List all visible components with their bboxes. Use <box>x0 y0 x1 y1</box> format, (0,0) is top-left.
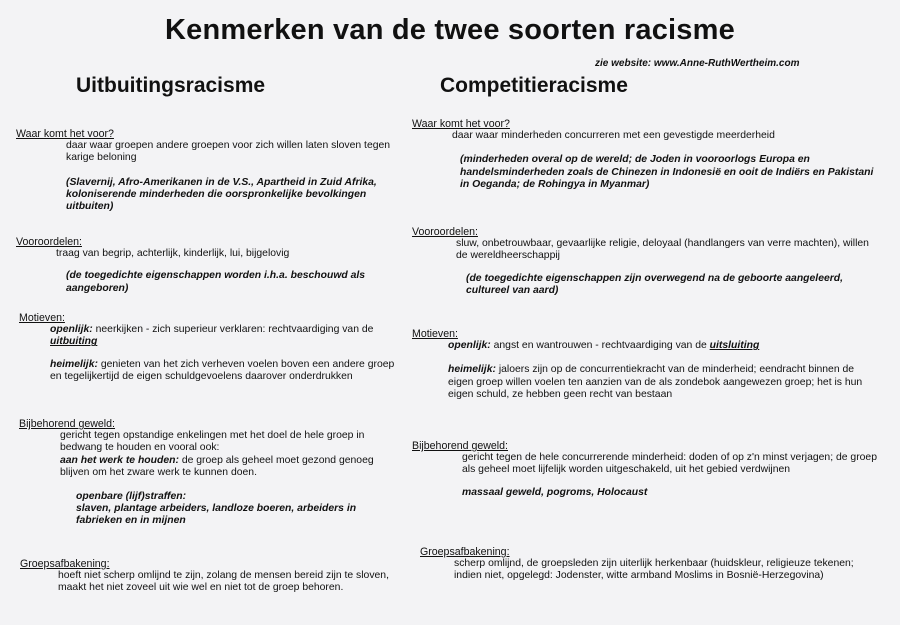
section-label: Bijbehorend geweld: <box>19 418 116 430</box>
motive-open-label: openlijk: <box>448 340 491 352</box>
section-example: (Slavernij, Afro-Amerikanen in de V.S., Apartheid in Zuid Afrika, koloniserende minderheden die oorspronkelijke bevolkingen uitbuiten) <box>66 176 377 213</box>
geweld-punish-text: slaven, plantage arbeiders, landloze boeren, arbeiders in fabrieken en in mijnen <box>76 503 357 527</box>
section-text: sluw, onbetrouwbaar, gevaarlijke religie, deloyaal (handlangers van verre machten), willen de wereldheerschappij <box>456 238 869 262</box>
left-motieven-section <box>16 312 396 383</box>
section-label: Waar komt het voor? <box>412 118 510 130</box>
section-label: Groepsafbakening: <box>420 546 510 558</box>
left-waar-section <box>16 128 396 213</box>
right-geweld-section <box>412 440 882 499</box>
section-text: gericht tegen opstandige enkelingen met het doel de hele groep in bedwang te houden en vooral ook: <box>60 430 365 454</box>
section-label: Vooroordelen: <box>412 226 478 238</box>
section-text: scherp omlijnd, de groepsleden zijn uiterlijk herkenbaar (huidskleur, religieuze tekenen; indien niet, opgelegd: Jodenster, witte armband Moslims in Bosnië-Herzegovina) <box>454 558 854 582</box>
motive-secret-text: genieten van het zich verheven voelen boven een andere groep en tegelijkertijd de eigen schuldgevoelens daarover onderdrukken <box>50 358 395 382</box>
geweld-punish-label: openbare (lijf)straffen: <box>76 491 187 503</box>
motive-open-text: neerkijken - zich superieur verklaren: rechtvaardiging van de <box>95 324 374 336</box>
motive-secret-label: heimelijk: <box>448 364 496 376</box>
motive-secret-label: heimelijk: <box>50 358 98 370</box>
section-example: (minderheden overal op de wereld; de Joden in vooroorlogs Europa en handelsminderheden zoals de Chinezen in Indonesië en ooit de Indiërs en Pakistani in Oeganda; de Rohingya in Myanmar) <box>460 154 874 190</box>
section-note: (de toegedichte eigenschappen worden i.h.a. beschouwd als aangeboren) <box>66 270 366 294</box>
section-label: Waar komt het voor? <box>16 128 114 140</box>
left-groep-section <box>16 558 396 595</box>
motive-secret <box>412 364 882 401</box>
section-label: Groepsafbakening: <box>20 558 110 570</box>
motive-open-emph: uitsluiting <box>709 340 760 352</box>
section-text: hoeft niet scherp omlijnd te zijn, zolang de mensen bereid zijn te sloven, maakt het niet zoveel uit wie wel en niet tot de groep behoren. <box>58 570 389 594</box>
section-label: Motieven: <box>19 312 65 324</box>
motive-secret <box>16 359 396 383</box>
right-vooroordelen-section <box>412 226 882 297</box>
motive-open <box>412 340 882 352</box>
section-label: Bijbehorend geweld: <box>412 440 509 452</box>
right-motieven-section <box>412 328 882 401</box>
motive-open-label: openlijk: <box>50 324 93 336</box>
section-note: (de toegedichte eigenschappen zijn overwegend na de geboorte aangeleerd, cultureel van aard) <box>466 272 844 296</box>
motive-open-text: angst en wantrouwen - rechtvaardiging van de <box>493 340 707 352</box>
motive-open-emph: uitbuiting <box>50 336 98 348</box>
geweld-work <box>16 455 396 479</box>
website-note: zie website: www.Anne-RuthWertheim.com <box>595 58 800 69</box>
section-label: Motieven: <box>412 328 458 340</box>
left-vooroordelen-section <box>16 236 396 295</box>
right-groep-section <box>412 546 882 583</box>
section-label: Vooroordelen: <box>16 236 82 248</box>
page-title: Kenmerken van de twee soorten racisme <box>165 14 735 46</box>
left-geweld-section <box>16 418 396 528</box>
section-text: daar waar minderheden concurreren met een gevestigde meerderheid <box>452 130 775 142</box>
motive-secret-text: jaloers zijn op de concurrentiekracht van de minderheid; eendracht binnen de eigen groep willen voelen ten aanzien van de als zondebok aangewezen groep; het is hun eigen schuld, ze hebben geen recht van bestaan <box>448 364 863 400</box>
geweld-work-text: de groep als geheel moet gezond genoeg blijven om het zware werk te kunnen doen. <box>60 454 374 478</box>
section-text: traag van begrip, achterlijk, kinderlijk, lui, bijgelovig <box>56 248 290 260</box>
geweld-mass: massaal geweld, pogroms, Holocaust <box>462 486 648 498</box>
right-waar-section <box>412 118 882 191</box>
section-text: gericht tegen de hele concurrerende minderheid: doden of op z'n minst verjagen; de groep als geheel moet lijfelijk worden uitgeschakeld, uit het gebied verdwijnen <box>462 452 877 476</box>
right-column-heading: Competitieracisme <box>440 74 628 97</box>
motive-open <box>16 324 396 348</box>
left-column-heading: Uitbuitingsracisme <box>76 74 266 97</box>
geweld-work-label: aan het werk te houden: <box>60 454 179 466</box>
section-text: daar waar groepen andere groepen voor zich willen laten sloven tegen karige beloning <box>66 140 391 164</box>
